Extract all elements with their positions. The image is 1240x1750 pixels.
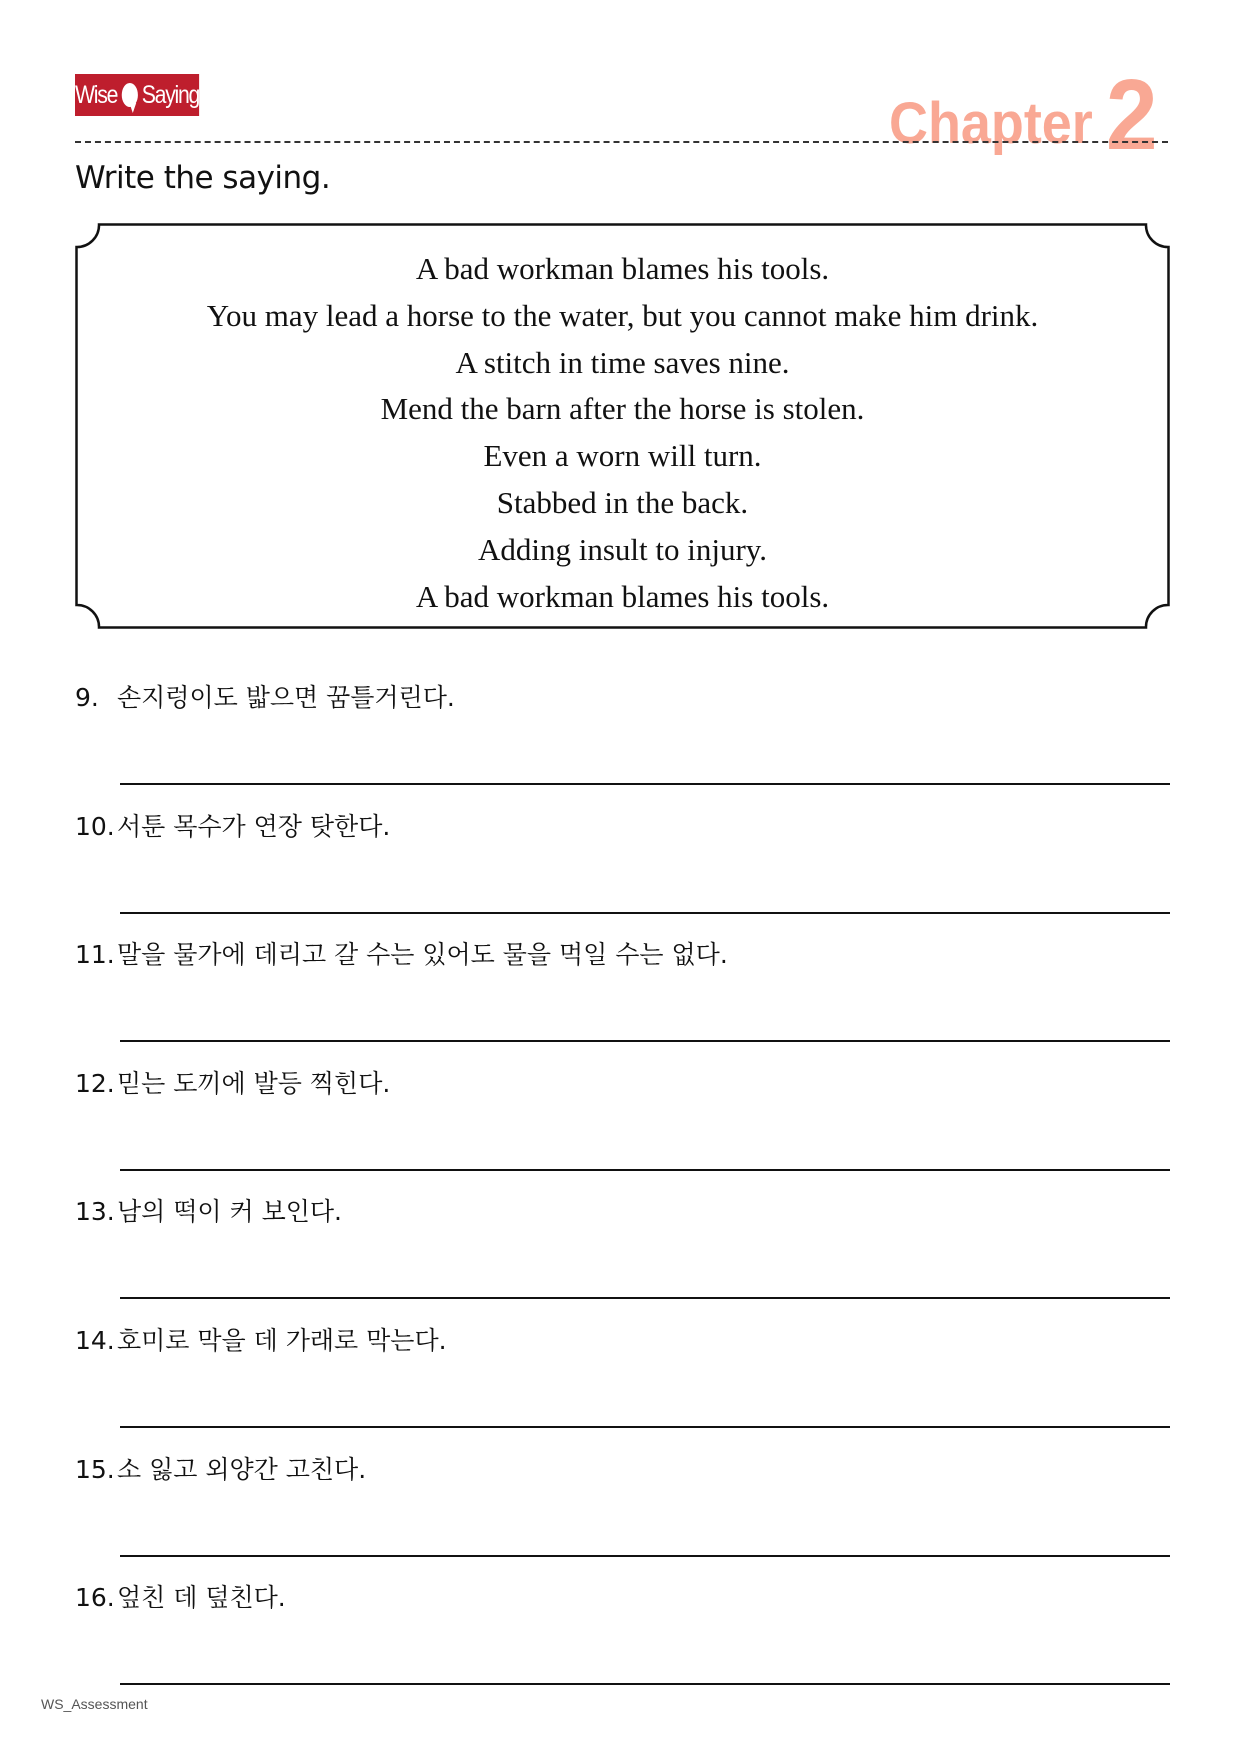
logo-word-wise: Wise [75,80,118,109]
question-item [75,678,455,714]
question-item [75,1064,390,1100]
answer-line[interactable] [120,783,1170,785]
answer-line[interactable] [120,912,1170,914]
question-text: 손지렁이도 밟으면 꿈틀거린다. [117,683,455,712]
answer-line[interactable] [120,1426,1170,1428]
answer-line[interactable] [120,1683,1170,1685]
question-item [75,1578,286,1614]
question-item [75,935,728,971]
saying-item: You may lead a horse to the water, but you cannot make him drink. [206,297,1039,333]
question-item [75,807,390,843]
question-text: 남의 떡이 커 보인다. [117,1197,342,1227]
question-text: 엎친 데 덮친다. [117,1583,286,1613]
question-text: 믿는 도끼에 발등 찍힌다. [117,1068,391,1098]
question-number: 13. [75,1197,115,1227]
question-number: 12. [75,1068,115,1098]
question-number: 16. [75,1583,115,1613]
answer-line[interactable] [120,1040,1170,1042]
question-number: 9. [75,683,99,712]
saying-item: Mend the barn after the horse is stolen. [380,391,865,427]
question-text: 소 잃고 외양간 고친다. [117,1454,367,1484]
question-item [75,1192,342,1228]
question-item [75,1321,447,1357]
answer-line[interactable] [120,1169,1170,1171]
speech-bubble-smile-icon [121,83,137,107]
footer-label: WS_Assessment [41,1696,148,1712]
question-number: 15. [75,1454,115,1484]
saying-item: A bad workman blames his tools. [415,251,830,286]
answer-line[interactable] [120,1555,1170,1557]
question-text: 호미로 막을 데 가래로 막는다. [117,1326,447,1355]
wise-saying-logo [75,74,199,116]
question-item [75,1450,366,1486]
question-text: 말을 물가에 데리고 갈 수는 있어도 물을 먹일 수는 없다. [117,940,728,970]
question-text: 서툰 목수가 연장 탓한다. [117,811,391,841]
saying-item: Adding insult to injury. [477,531,768,567]
chapter-number: 2 [1105,59,1158,171]
question-number: 14. [75,1326,115,1355]
dashed-divider [75,141,1168,143]
instruction-text: Write the saying. [75,160,331,196]
saying-item: A bad workman blames his tools. [415,578,830,614]
question-number: 10. [75,811,115,841]
saying-item: A stitch in time saves nine. [455,344,790,380]
logo-word-saying: Saying [141,80,200,109]
question-number: 11. [75,940,115,970]
answer-line[interactable] [120,1297,1170,1299]
saying-item: Stabbed in the back. [496,484,749,520]
chapter-label: Chapter [889,91,1093,156]
sayings-box [75,223,1170,629]
saying-item: Even a worn will turn. [483,438,762,474]
chapter-heading [889,58,1158,173]
